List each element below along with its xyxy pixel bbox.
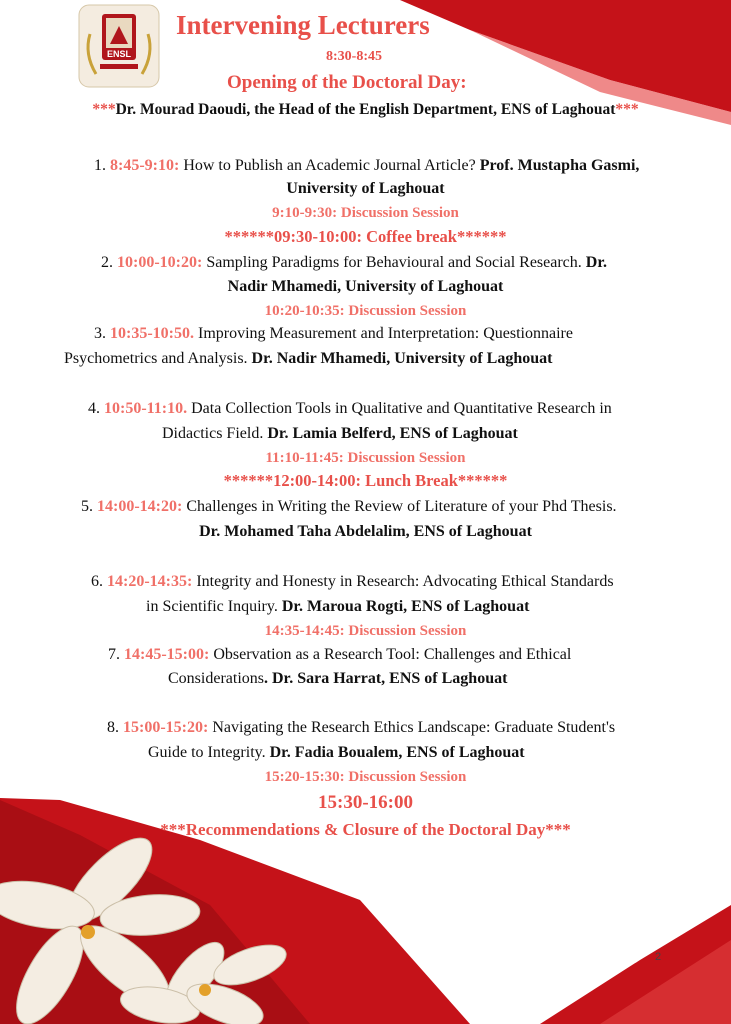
talk-5-speaker: Dr. Mohamed Taha Abdelalim, ENS of Laghouat	[199, 523, 532, 540]
talk-3: 3. 10:35-10:50. Improving Measurement and Interpretation: Questionnaire	[94, 325, 573, 342]
ensl-logo	[78, 4, 160, 88]
svg-text:ENSL: ENSL	[106, 49, 132, 59]
talk-2: 2. 10:00-10:20: Sampling Paradigms for Behavioural and Social Research. Dr.	[101, 254, 607, 271]
discussion-session-1: 9:10-9:30: Discussion Session	[272, 205, 459, 221]
opening-time: 8:30-8:45	[326, 49, 382, 64]
talk-7-cont: Considerations. Dr. Sara Harrat, ENS of Laghouat	[168, 670, 508, 687]
opening-speaker: ***Dr. Mourad Daoudi, the Head of the English Department, ENS of Laghouat***	[92, 101, 639, 118]
page-number: 2	[655, 951, 662, 963]
talk-5: 5. 14:00-14:20: Challenges in Writing the Review of Literature of your Phd Thesis.	[81, 498, 617, 515]
discussion-session-4: 14:35-14:45: Discussion Session	[264, 623, 467, 639]
opening-heading: Opening of the Doctoral Day:	[227, 72, 467, 93]
talk-4-cont: Didactics Field. Dr. Lamia Belferd, ENS of Laghouat	[162, 425, 518, 442]
talk-8-cont: Guide to Integrity. Dr. Fadia Boualem, ENS of Laghouat	[148, 744, 525, 761]
talk-4: 4. 10:50-11:10. Data Collection Tools in Qualitative and Quantitative Research in	[88, 400, 612, 417]
talk-6-cont: in Scientific Inquiry. Dr. Maroua Rogti, ENS of Laghouat	[146, 598, 530, 615]
talk-3-cont: Psychometrics and Analysis. Dr. Nadir Mhamedi, University of Laghouat	[64, 350, 553, 367]
closing-time: 15:30-16:00	[318, 792, 413, 813]
discussion-session-5: 15:20-15:30: Discussion Session	[264, 769, 467, 785]
talk-1-speaker: University of Laghouat	[286, 180, 445, 197]
lunch-break: ******12:00-14:00: Lunch Break******	[223, 471, 508, 490]
talk-1: 1. 8:45-9:10: How to Publish an Academic Journal Article? Prof. Mustapha Gasmi,	[94, 157, 640, 174]
coffee-break: ******09:30-10:00: Coffee break******	[224, 227, 507, 246]
talk-2-speaker: Nadir Mhamedi, University of Laghouat	[227, 278, 504, 295]
closing-text: ***Recommendations & Closure of the Doctoral Day***	[160, 820, 571, 839]
page-title: Intervening Lecturers	[176, 10, 430, 40]
talk-8: 8. 15:00-15:20: Navigating the Research Ethics Landscape: Graduate Student's	[107, 719, 616, 736]
talk-7: 7. 14:45-15:00: Observation as a Research Tool: Challenges and Ethical	[108, 646, 572, 663]
discussion-session-3: 11:10-11:45: Discussion Session	[265, 450, 466, 466]
talk-6: 6. 14:20-14:35: Integrity and Honesty in Research: Advocating Ethical Standards	[91, 573, 614, 590]
discussion-session-2: 10:20-10:35: Discussion Session	[264, 303, 467, 319]
